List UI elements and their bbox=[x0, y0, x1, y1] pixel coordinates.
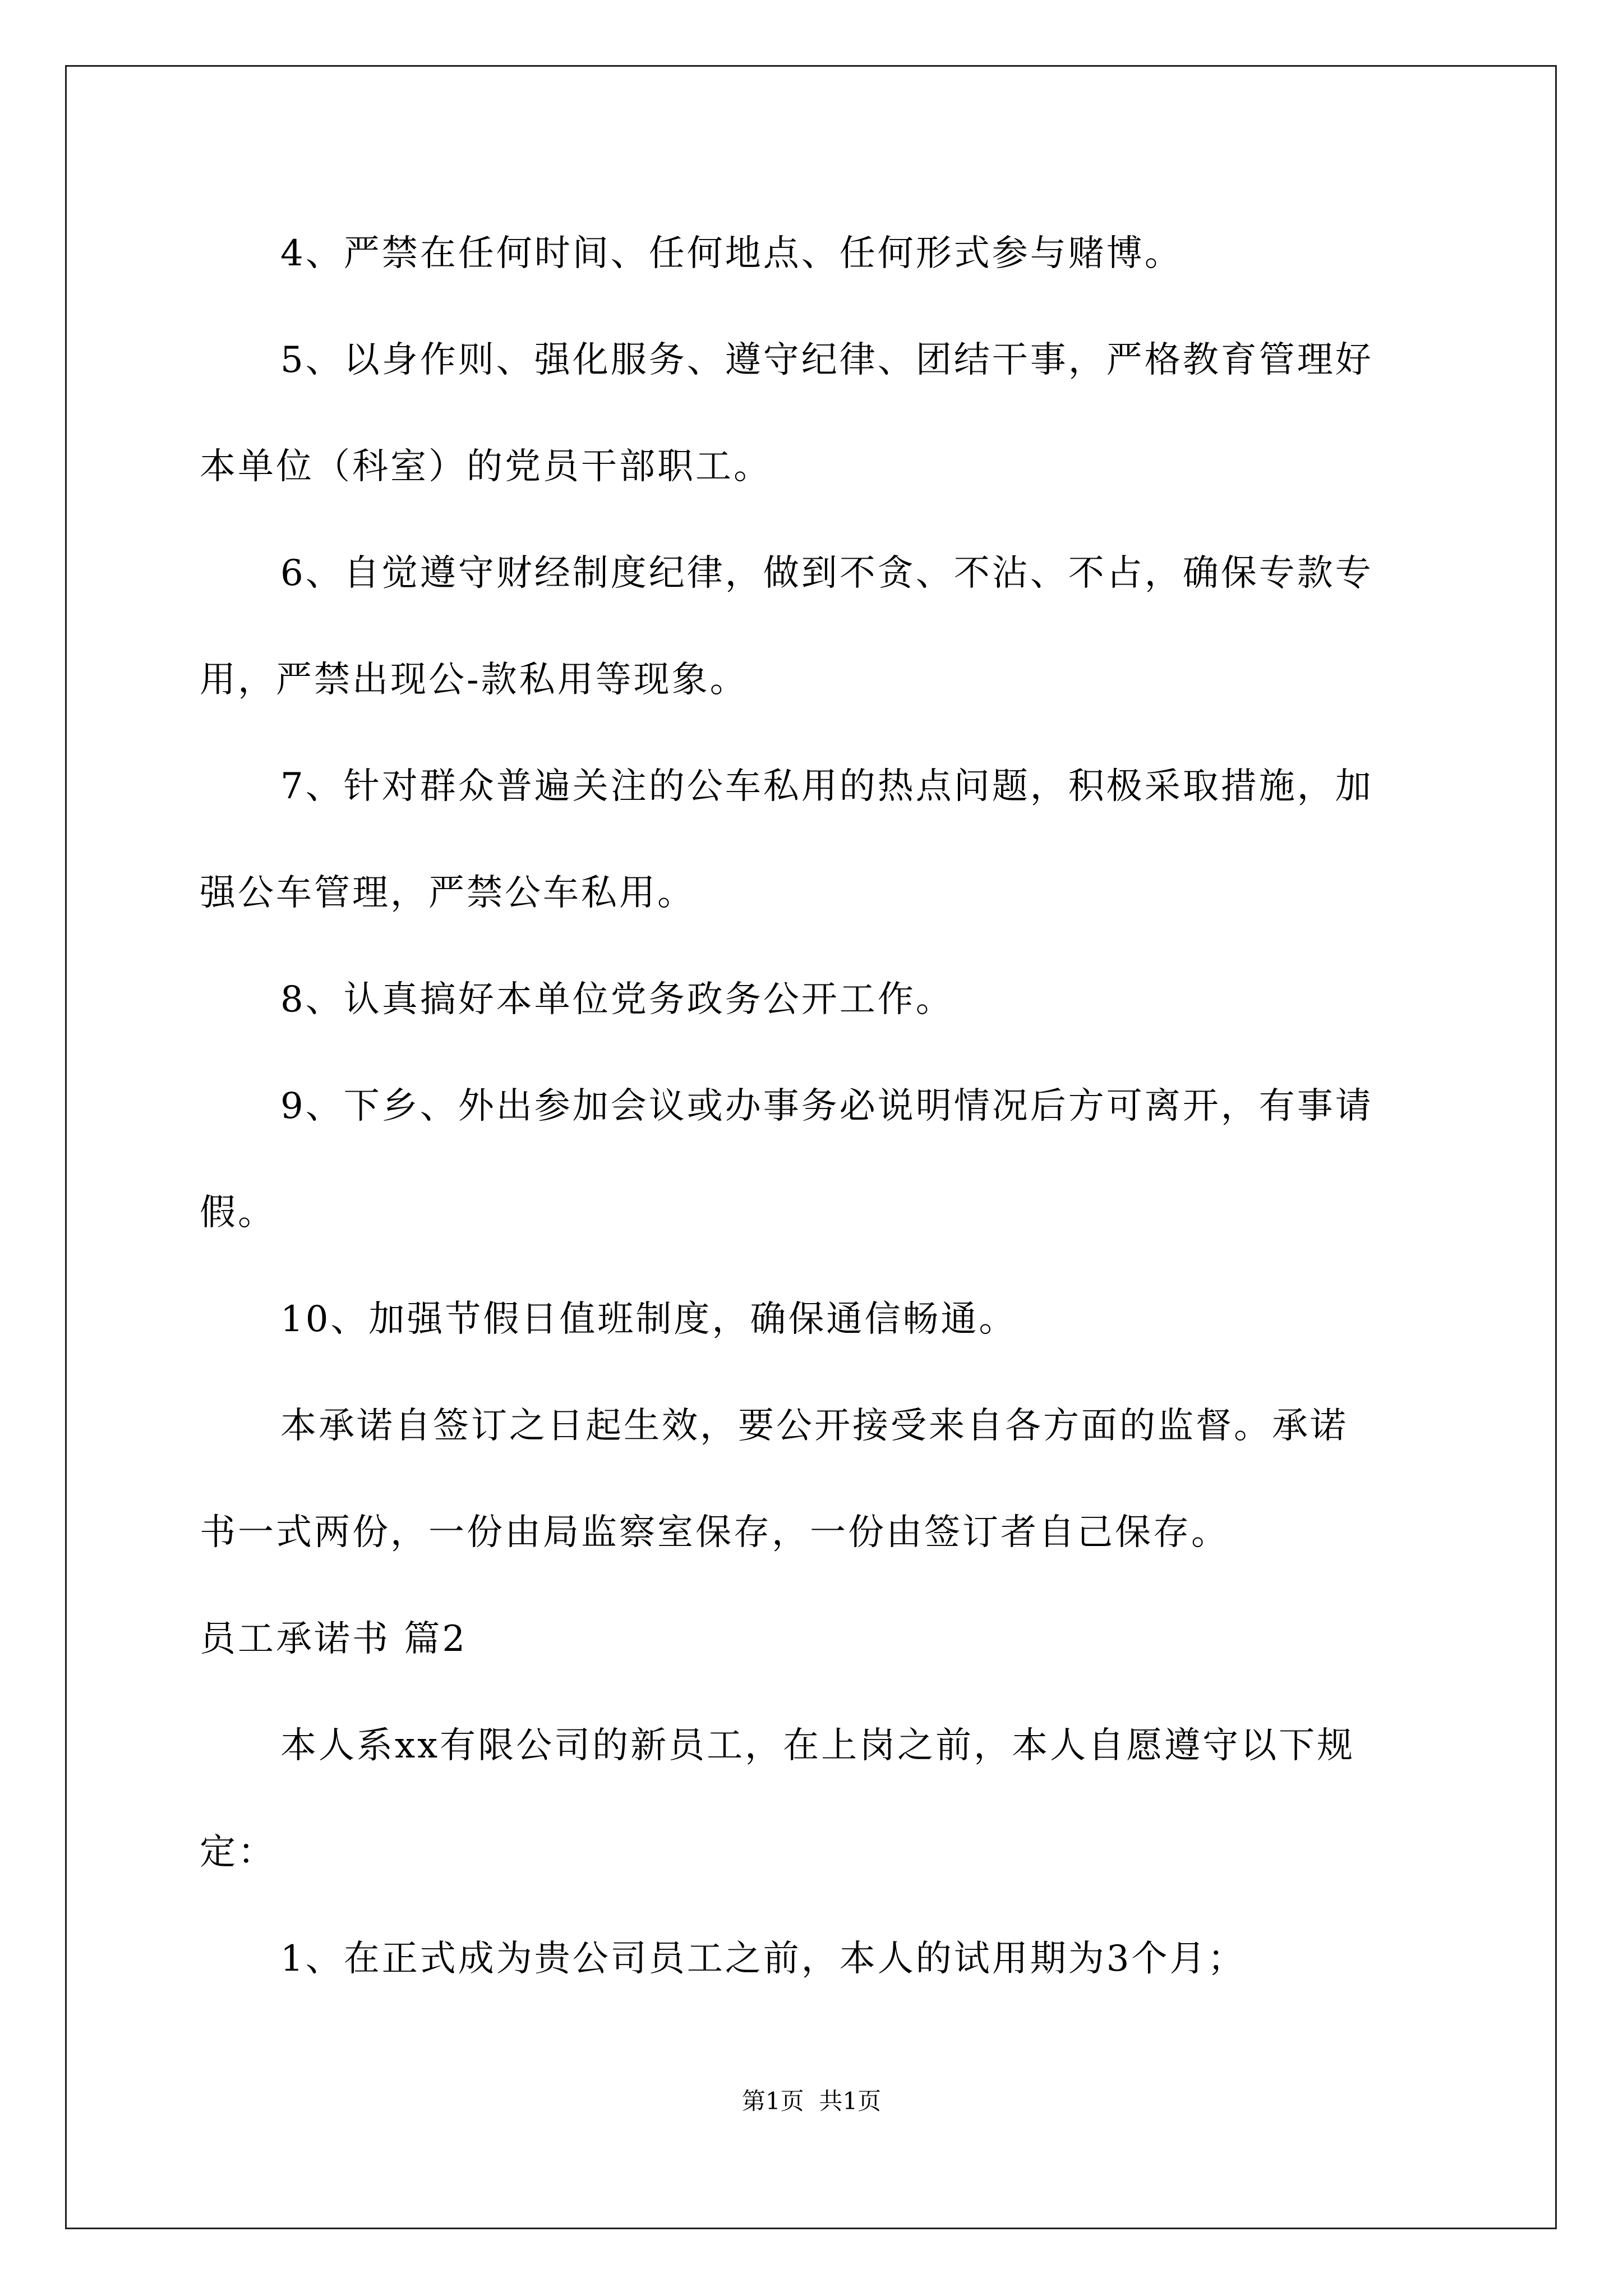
paragraph-item-6: 6、自觉遵守财经制度纪律，做到不贪、不沾、不占，确保专款专 bbox=[280, 553, 1373, 594]
paragraph-effective: 本承诺自签订之日起生效，要公开接受来自各方面的监督。承诺 bbox=[280, 1405, 1348, 1447]
paragraph-item-6-cont: 用，严禁出现公-款私用等现象。 bbox=[200, 659, 748, 701]
paragraph-item-8: 8、认真搞好本单位党务政务公开工作。 bbox=[280, 979, 954, 1020]
paragraph-item-7-cont: 强公车管理，严禁公车私用。 bbox=[200, 872, 695, 914]
page-footer: 第1页 共1页 bbox=[741, 2087, 882, 2115]
paragraph-item-4: 4、严禁在任何时间、任何地点、任何形式参与赌博。 bbox=[280, 233, 1183, 274]
paragraph-item-5: 5、以身作则、强化服务、遵守纪律、团结干事，严格教育管理好 bbox=[280, 339, 1373, 381]
paragraph-item-9: 9、下乡、外出参加会议或办事务必说明情况后方可离开，有事请 bbox=[280, 1085, 1373, 1127]
paragraph-effective-cont: 书一式两份，一份由局监察室保存，一份由签订者自己保存。 bbox=[200, 1512, 1229, 1553]
paragraph-intro: 本人系xx有限公司的新员工，在上岗之前，本人自愿遵守以下规 bbox=[280, 1725, 1355, 1766]
paragraph-item-5-cont: 本单位（科室）的党员干部职工。 bbox=[200, 446, 772, 487]
paragraph-item-7: 7、针对群众普遍关注的公车私用的热点问题，积极采取措施，加 bbox=[280, 766, 1373, 807]
section-heading: 员工承诺书 篇2 bbox=[200, 1618, 468, 1660]
paragraph-item-9-cont: 假。 bbox=[200, 1192, 276, 1234]
paragraph-item-10: 10、加强节假日值班制度，确保通信畅通。 bbox=[280, 1299, 1017, 1340]
paragraph-intro-cont: 定： bbox=[200, 1832, 276, 1873]
page-border bbox=[65, 65, 1557, 2229]
paragraph-rule-1: 1、在正式成为贵公司员工之前，本人的试用期为3个月； bbox=[280, 1938, 1246, 1980]
